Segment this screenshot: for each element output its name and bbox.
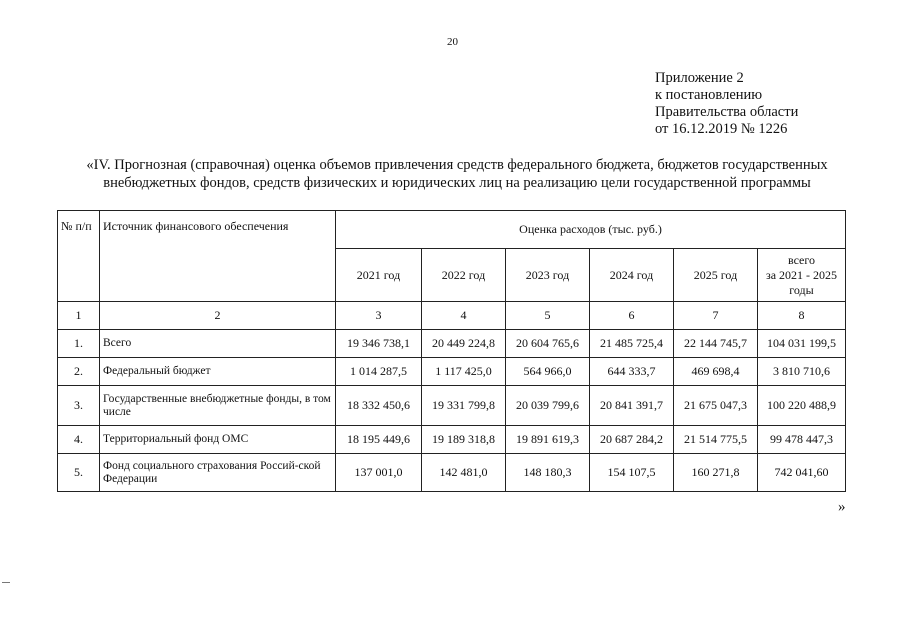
- row-value: 142 481,0: [422, 454, 506, 492]
- table-row: [58, 426, 846, 454]
- row-value: 20 687 284,2: [590, 426, 674, 454]
- row-value: 21 514 775,5: [674, 426, 758, 454]
- row-source: Территориальный фонд ОМС: [100, 426, 336, 454]
- row-source: Государственные внебюджетные фонды, в том числе: [100, 386, 336, 426]
- margin-tick: [2, 582, 10, 583]
- row-source: Всего: [100, 330, 336, 358]
- row-num: 3.: [58, 386, 100, 426]
- row-num: 5.: [58, 454, 100, 492]
- row-value: 742 041,60: [758, 454, 846, 492]
- header-year-2022: 2022 год: [422, 249, 506, 302]
- page-number: 20: [447, 36, 458, 48]
- appendix-line-3: Правительства области: [655, 104, 799, 120]
- row-num: 1.: [58, 330, 100, 358]
- row-value: 99 478 447,3: [758, 426, 846, 454]
- row-value: 1 117 425,0: [422, 358, 506, 386]
- header-total-line-3: годы: [789, 282, 814, 297]
- column-number: 4: [422, 302, 506, 330]
- header-row-1: [58, 211, 846, 249]
- header-year-2023: 2023 год: [506, 249, 590, 302]
- column-number: 5: [506, 302, 590, 330]
- section-title-line-2: внебюджетных фондов, средств физических и юридических лиц на реализацию цели государственной программы: [103, 175, 811, 191]
- row-num: 2.: [58, 358, 100, 386]
- row-value: 20 841 391,7: [590, 386, 674, 426]
- closing-quote-mark: »: [838, 499, 846, 515]
- appendix-line-1: Приложение 2: [655, 70, 744, 86]
- row-value: 20 604 765,6: [506, 330, 590, 358]
- column-number: 2: [100, 302, 336, 330]
- row-value: 1 014 287,5: [336, 358, 422, 386]
- row-value: 19 331 799,8: [422, 386, 506, 426]
- row-value: 160 271,8: [674, 454, 758, 492]
- column-number-row: [58, 302, 846, 330]
- header-total: [758, 249, 846, 302]
- row-value: 21 485 725,4: [590, 330, 674, 358]
- row-value: 22 144 745,7: [674, 330, 758, 358]
- row-value: 18 332 450,6: [336, 386, 422, 426]
- row-value: 20 039 799,6: [506, 386, 590, 426]
- row-value: 469 698,4: [674, 358, 758, 386]
- table-row: [58, 358, 846, 386]
- section-title-line-1: «IV. Прогнозная (справочная) оценка объемов привлечения средств федерального бюджета, бюджетов государственных: [86, 157, 828, 173]
- row-value: 19 891 619,3: [506, 426, 590, 454]
- table-row: [58, 330, 846, 358]
- row-value: 137 001,0: [336, 454, 422, 492]
- row-value: 100 220 488,9: [758, 386, 846, 426]
- row-value: 19 189 318,8: [422, 426, 506, 454]
- row-value: 19 346 738,1: [336, 330, 422, 358]
- row-value: 104 031 199,5: [758, 330, 846, 358]
- column-number: 3: [336, 302, 422, 330]
- header-year-2021: 2021 год: [336, 249, 422, 302]
- row-source: Федеральный бюджет: [100, 358, 336, 386]
- row-source: Фонд социального страхования Россий-ской Федерации: [100, 454, 336, 492]
- row-value: 18 195 449,6: [336, 426, 422, 454]
- appendix-line-2: к постановлению: [655, 87, 763, 103]
- header-total-line-2: за 2021 - 2025: [765, 267, 838, 282]
- header-estimate: Оценка расходов (тыс. руб.): [336, 211, 846, 249]
- header-year-2025: 2025 год: [674, 249, 758, 302]
- column-number: 1: [58, 302, 100, 330]
- appendix-block: [655, 70, 798, 138]
- column-number: 7: [674, 302, 758, 330]
- header-source: Источник финансового обеспечения: [100, 211, 336, 302]
- section-title: [62, 156, 852, 192]
- row-value: 148 180,3: [506, 454, 590, 492]
- row-value: 564 966,0: [506, 358, 590, 386]
- funding-table: [57, 210, 846, 492]
- column-number: 6: [590, 302, 674, 330]
- row-num: 4.: [58, 426, 100, 454]
- header-num: № п/п: [58, 211, 100, 302]
- row-value: 154 107,5: [590, 454, 674, 492]
- header-total-line-1: всего: [787, 252, 816, 267]
- appendix-line-4: от 16.12.2019 № 1226: [655, 121, 788, 137]
- table-row: [58, 386, 846, 426]
- row-value: 3 810 710,6: [758, 358, 846, 386]
- column-number: 8: [758, 302, 846, 330]
- header-year-2024: 2024 год: [590, 249, 674, 302]
- row-value: 20 449 224,8: [422, 330, 506, 358]
- row-value: 21 675 047,3: [674, 386, 758, 426]
- table-row: [58, 454, 846, 492]
- row-value: 644 333,7: [590, 358, 674, 386]
